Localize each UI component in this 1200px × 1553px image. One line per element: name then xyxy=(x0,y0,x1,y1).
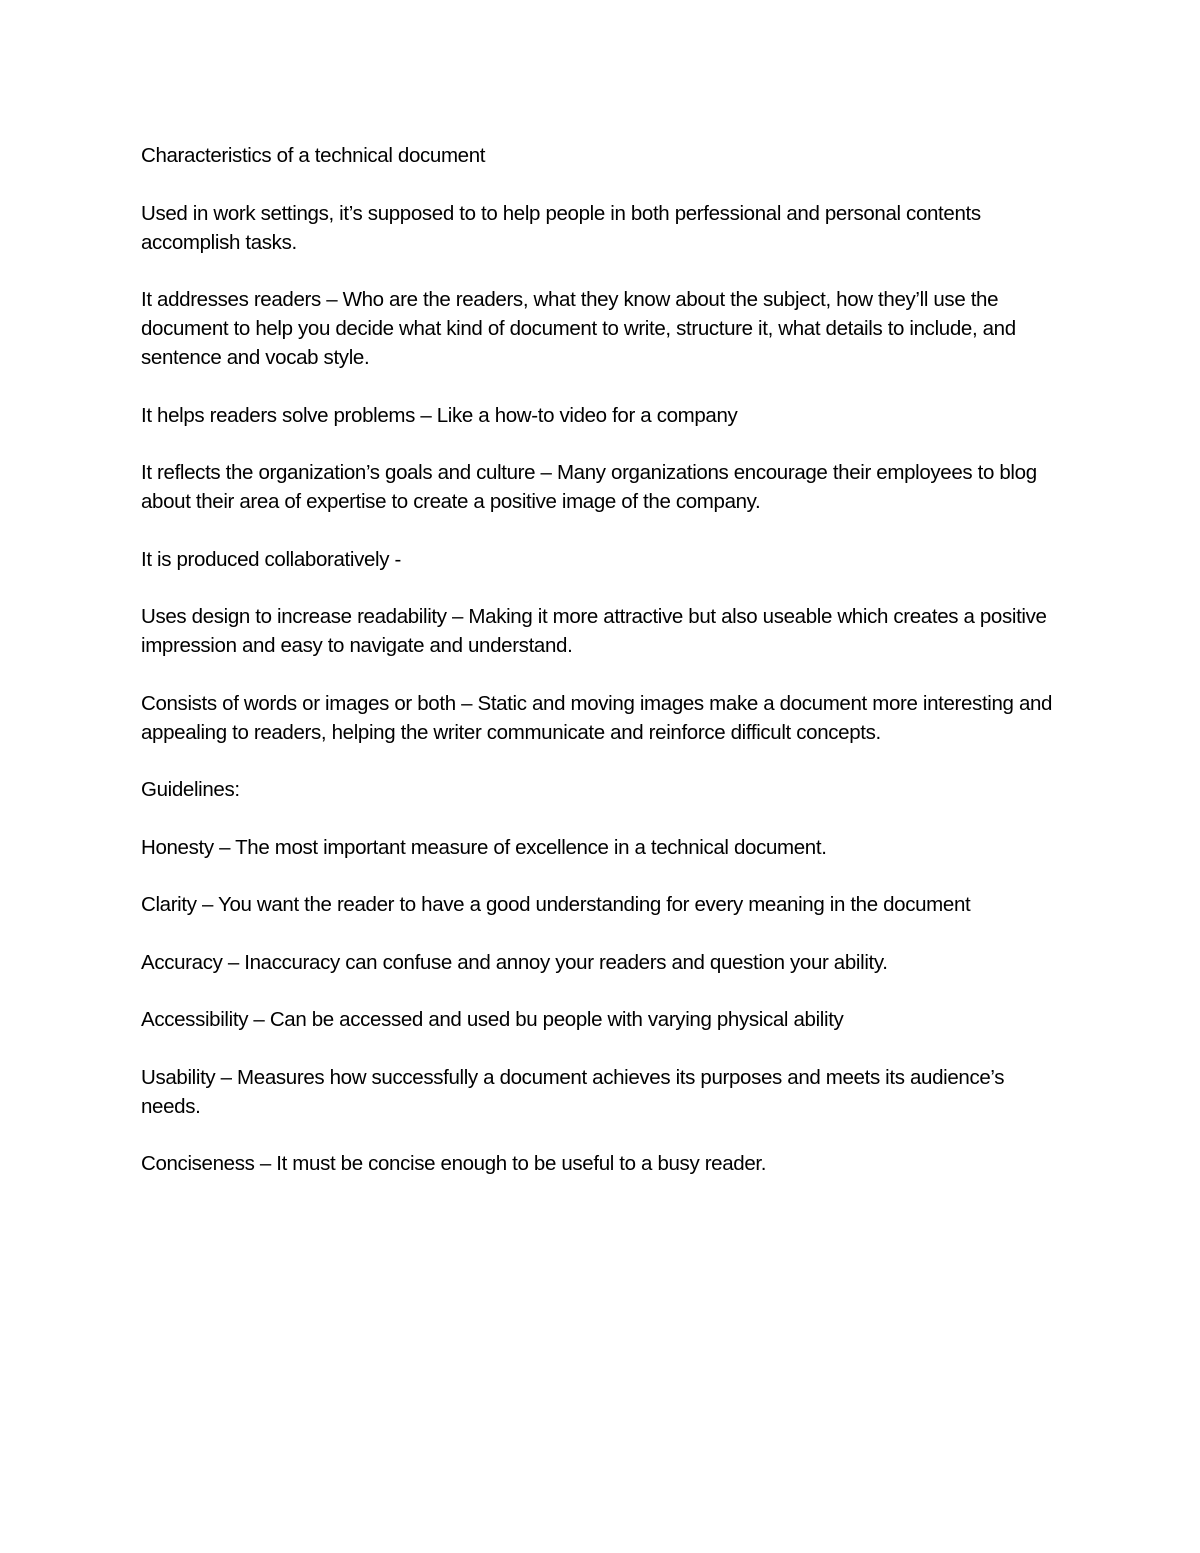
paragraph-words-images: Consists of words or images or both – Static and moving images make a document more interesting and appealing to readers, helping the writer communicate and reinforce difficult concepts. xyxy=(141,691,1053,744)
paragraph-design-readability: Uses design to increase readability – Making it more attractive but also useable which creates a positive impression and easy to navigate and understand. xyxy=(141,605,1047,657)
guideline-accessibility: Accessibility – Can be accessed and used bu people with varying physical ability xyxy=(141,1008,844,1031)
guidelines-heading: Guidelines: xyxy=(141,778,240,801)
paragraph-work-settings: Used in work settings, it’s supposed to to help people in both perfessional and personal contents accomplish tasks. xyxy=(141,201,981,254)
guideline-accuracy: Accuracy – Inaccuracy can confuse and annoy your readers and question your ability. xyxy=(141,950,888,974)
document-body xyxy=(141,141,1061,1207)
paragraph-collaboratively: It is produced collaboratively - xyxy=(141,547,401,571)
guideline-conciseness: Conciseness – It must be concise enough to be useful to a busy reader. xyxy=(141,1152,767,1175)
paragraph-organization-goals: It reflects the organization’s goals and culture – Many organizations encourage their employees to blog about their area of expertise to create a positive image of the company. xyxy=(141,461,1037,513)
guideline-honesty: Honesty – The most important measure of excellence in a technical document. xyxy=(141,835,827,859)
guideline-usability: Usability – Measures how successfully a document achieves its purposes and meets its audience’s needs. xyxy=(141,1065,1005,1118)
document-title: Characteristics of a technical document xyxy=(141,144,486,167)
paragraph-solve-problems: It helps readers solve problems – Like a how-to video for a company xyxy=(141,403,738,427)
guideline-clarity: Clarity – You want the reader to have a good understanding for every meaning in the document xyxy=(141,893,971,916)
paragraph-addresses-readers: It addresses readers – Who are the readers, what they know about the subject, how they’ll use the document to help you decide what kind of document to write, structure it, what details to include, and sentence and vocab style. xyxy=(141,288,1016,369)
